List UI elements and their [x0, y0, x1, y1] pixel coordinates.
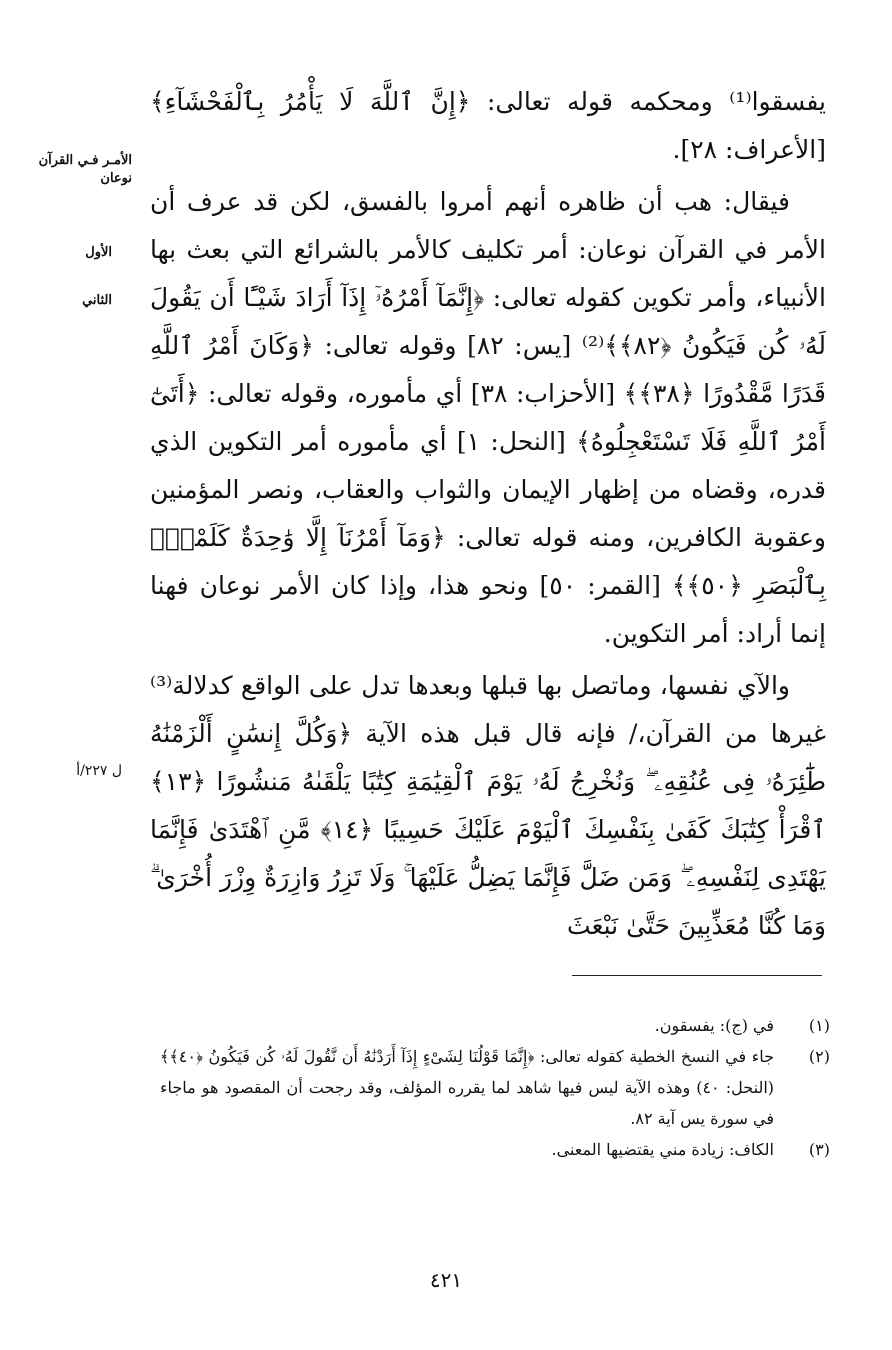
paragraph-1: يفسقوا⁽¹⁾ ومحكمه قوله تعالى: ﴿إِنَّ ٱللَّهَ لَا يَأْمُرُ بِٱلْفَحْشَآءِ﴾ [الأعراف: ٢٨].: [150, 87, 826, 164]
footnote-number: (١): [808, 1016, 830, 1035]
paragraph-3: والآي نفسها، وماتصل بها قبلها وبعدها تدل على الواقع كدلالة⁽³⁾ غيرها من القرآن،/ فإنه قال قبل هذه الآية ﴿وَكُلَّ إِنسَٰنٍ أَلْزَمْنَٰهُ طَٰٓئِرَهُۥ فِى عُنُقِهِۦ ۖ وَنُخْرِجُ لَهُۥ يَوْمَ ٱلْقِيَٰمَةِ كِتَٰبًا يَلْقَىٰهُ مَنشُورًا ﴿١٣﴾ ٱقْرَأْ كِتَٰبَكَ كَفَىٰ بِنَفْسِكَ ٱلْيَوْمَ عَلَيْكَ حَسِيبًا ﴿١٤﴾ مَّنِ ٱهْتَدَىٰ فَإِنَّمَا يَهْتَدِى لِنَفْسِهِۦ ۖ وَمَن ضَلَّ فَإِنَّمَا يَضِلُّ عَلَيْهَا ۚ وَلَا تَزِرُ وَازِرَةٌ وِزْرَ أُخْرَىٰ ۗ وَمَا كُنَّا مُعَذِّبِينَ حَتَّىٰ نَبْعَثَ: [150, 671, 826, 940]
margin-note-manuscript-folio: ل ٢٢٧/أ: [76, 763, 122, 779]
footnote-item: [160, 1010, 830, 1041]
footnote-text: جاء في النسخ الخطية كقوله تعالى: ﴿إِنَّمَا قَوْلُنَا لِشَىْءٍ إِذَآ أَرَدْنَٰهُ أَن نَّقُولَ لَهُۥ كُن فَيَكُونُ ﴿٤٠﴾﴾ (النحل: ٤٠) وهذه الآية ليس فيها شاهد لما يقرره المؤلف، وقد رجحت أن المقصود هو ماجاء في سورة يس آية ٨٢.: [160, 1047, 775, 1128]
margin-note-second: الثاني: [82, 293, 112, 308]
footnote-item: [160, 1134, 830, 1165]
margin-note-first: الأول: [85, 245, 112, 260]
footnote-item: [160, 1041, 830, 1134]
page-number: ٤٢١: [429, 1268, 463, 1292]
margin-note-command-types: الأمـر فـي القرآن نوعان: [38, 153, 132, 186]
footnote-number: (٣): [808, 1140, 830, 1159]
paragraph-2: فيقال: هب أن ظاهره أنهم أمروا بالفسق، لكن قد عرف أن الأمر في القرآن نوعان: أمر تكليف كالأمر بالشرائع التي بعث بها الأنبياء، وأمر تكوين كقوله تعالى: ﴿إِنَّمَآ أَمْرُهُۥٓ إِذَآ أَرَادَ شَيْـًٔا أَن يَقُولَ لَهُۥ كُن فَيَكُونُ ﴿٨٢﴾﴾⁽²⁾ [يس: ٨٢] وقوله تعالى: ﴿وَكَانَ أَمْرُ ٱللَّهِ قَدَرًا مَّقْدُورًا ﴿٣٨﴾﴾ [الأحزاب: ٣٨] أي مأموره، وقوله تعالى: ﴿أَتَىٰٓ أَمْرُ ٱللَّهِ فَلَا تَسْتَعْجِلُوهُ﴾ [النحل: ١] أي مأموره أمر التكوين الذي قدره، وقضاه من إظهار الإيمان والثواب والعقاب، ونصر المؤمنين وعقوبة الكافرين، ومنه قوله تعالى: ﴿وَمَآ أَمْرُنَآ إِلَّا وَٰحِدَةٌ كَلَمْحٍۭ بِٱلْبَصَرِ ﴿٥٠﴾﴾ [القمر: ٥٠] ونحو هذا، وإذا كان الأمر نوعان فهنا إنما أراد: أمر التكوين.: [150, 187, 827, 648]
footnote-separator: [572, 975, 822, 976]
footnote-text: الكاف: زيادة مني يقتضيها المعنى.: [551, 1140, 774, 1159]
footnotes: [160, 1010, 830, 1165]
main-text-body: [150, 78, 826, 950]
footnote-text: في (ج): يفسقون.: [654, 1016, 774, 1035]
footnote-number: (٢): [808, 1047, 830, 1066]
